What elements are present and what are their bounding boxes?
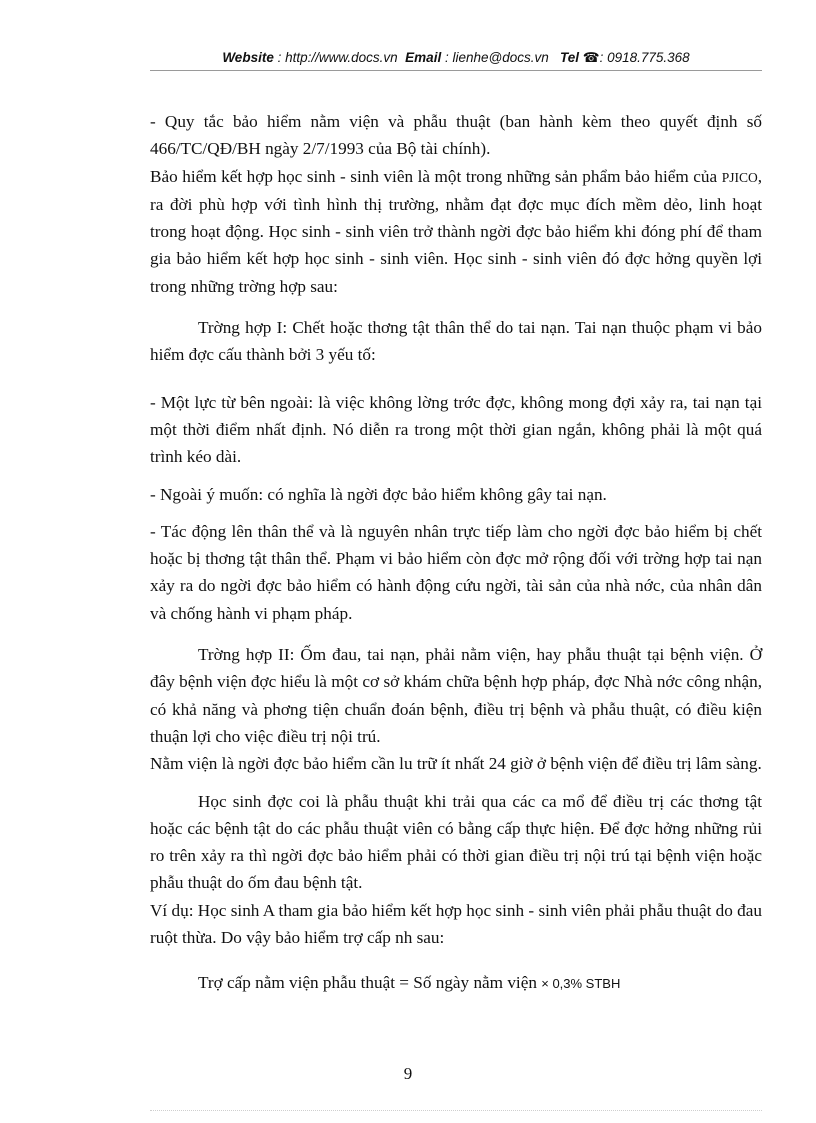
- company-name: PJICO: [721, 169, 758, 185]
- paragraph-case-two: Trờng hợp II: Ốm đau, tai nạn, phải nằm viện, hay phẫu thuật tại bệnh viện. Ở đây bệnh viện đợc hiểu là một cơ sở khám chữa bệnh hợp pháp, đợc Nhà nớc công nhận, có khả năng và phơng tiện chuẩn đoán bệnh, điều trị bệnh và phẫu thuật, có điều kiện thuận lợi cho việc điều trị nội trú.: [150, 645, 762, 746]
- website-link[interactable]: http://www.docs.vn: [285, 50, 398, 65]
- page-header: [150, 50, 762, 66]
- header-divider: [150, 70, 762, 71]
- paragraph-case-one: Trờng hợp I: Chết hoặc thơng tật thân thể do tai nạn. Tai nạn thuộc phạm vi bảo hiểm đợc cấu thành bởi 3 yếu tố:: [150, 318, 762, 365]
- document-body: [150, 108, 762, 998]
- formula-left: Trợ cấp nằm viện phẫu thuật = Số ngày nằm viện: [198, 973, 542, 993]
- email-link[interactable]: : lienhe@docs.vn: [441, 50, 549, 65]
- multiply-icon: ×: [541, 976, 549, 992]
- page-number: 9: [403, 1064, 413, 1083]
- tel-value: : 0918.775.368: [599, 50, 690, 65]
- tel-label: Tel: [559, 50, 579, 65]
- formula-right: 0,3% STBH: [548, 976, 621, 992]
- product-intro-continued: , ra đời phù hợp với tình hình thị trường, nhằm đạt đợc mục đích mềm dẻo, linh hoạt trong hoạt động. Học sinh - sinh viên trở thành ngời đợc bảo hiểm khi đóng phí để tham gia bảo hiểm kết hợp học sinh - sinh viên. Học sinh - sinh viên đó đợc hởng quyền lợi trong những trờng hợp sau:: [150, 166, 762, 296]
- paragraph-hospital-stay: Nằm viện là ngời đợc bảo hiểm cần lu trữ ít nhất 24 giờ ở bệnh viện để điều trị lâm sàng.: [150, 754, 762, 774]
- benefit-formula: [150, 969, 762, 997]
- paragraph-unintended: - Ngoài ý muốn: có nghĩa là ngời đợc bảo hiểm không gây tai nạn.: [150, 484, 607, 504]
- paragraph-external-force: - Một lực từ bên ngoài: là việc không lờng trớc đợc, không mong đợi xảy ra, tai nạn tại một thời điểm nhất định. Nó diễn ra trong một thời gian ngắn, không phải là một quá trình kéo dài.: [150, 392, 762, 467]
- paragraph-product-intro: [150, 163, 762, 300]
- website-separator: :: [273, 50, 286, 65]
- telephone-icon: ☎: [582, 50, 600, 65]
- paragraph-regulation: - Quy tắc bảo hiểm nằm viện và phẫu thuật (ban hành kèm theo quyết định số 466/TC/QĐ/BH ngày 2/7/1993 của Bộ tài chính).: [150, 112, 762, 159]
- product-intro-text: Bảo hiểm kết hợp học sinh - sinh viên là một trong những sản phẩm bảo hiểm của: [150, 166, 722, 186]
- paragraph-example: Ví dụ: Học sinh A tham gia bảo hiểm kết hợp học sinh - sinh viên phải phẫu thuật do đau ruột thừa. Do vậy bảo hiểm trợ cấp nh sau:: [150, 900, 762, 948]
- email-label: Email: [405, 50, 442, 65]
- website-label: Website: [222, 50, 274, 65]
- paragraph-body-impact: - Tác động lên thân thể và là nguyên nhân trực tiếp làm cho ngời đợc bảo hiểm bị chết hoặc bị thơng tật thân thể. Phạm vi bảo hiểm còn đợc mở rộng đối với trờng hợp tai nạn xảy ra do ngời đợc bảo hiểm có hành động cứu ngời, tài sản của nhà nớc, của nhân dân và chống hành vi phạm pháp.: [150, 521, 762, 623]
- paragraph-surgery: Học sinh đợc coi là phẫu thuật khi trải qua các ca mổ để điều trị các thơng tật hoặc các bệnh tật do các phẫu thuật viên có bằng cấp thực hiện. Để đợc hởng những rủi ro trên xảy ra thì ngời đợc bảo hiểm phải có thời gian điều trị nội trú tại bệnh viện hoặc phẫu thuật do ốm đau bệnh tật.: [150, 791, 762, 893]
- footer-divider: [150, 1110, 762, 1111]
